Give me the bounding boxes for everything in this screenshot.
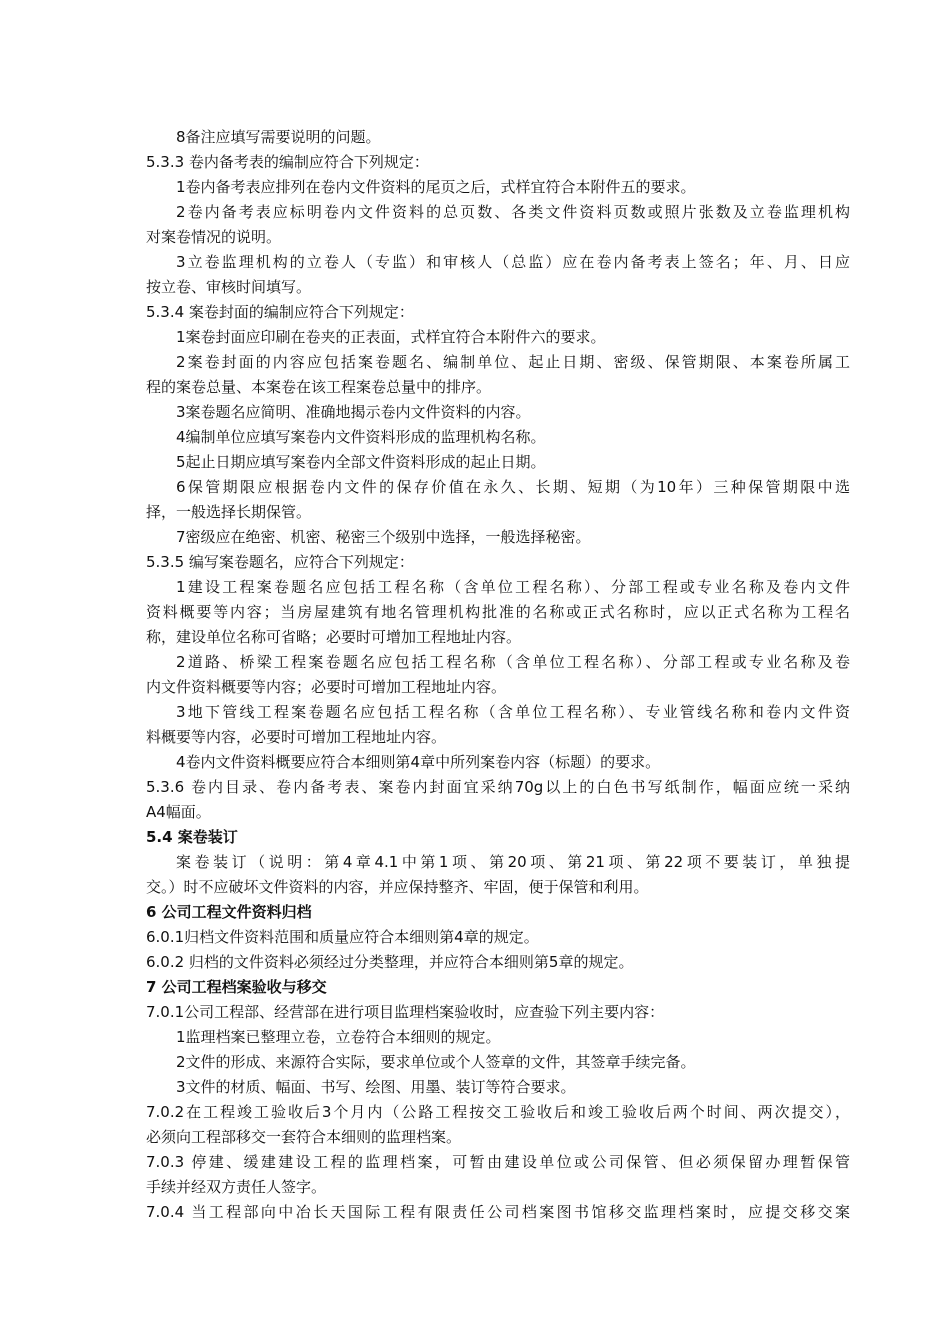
text-line: 对案卷情况的说明。 [146, 228, 282, 246]
section-heading-5-3-3: 5.3.3 卷内备考表的编制应符合下列规定： [146, 153, 429, 171]
text-line: 按立卷、审核时间填写。 [146, 278, 312, 296]
text-line: 料概要等内容，必要时可增加工程地址内容。 [146, 728, 447, 746]
text-line: 5起止日期应填写案卷内全部文件资料形成的起止日期。 [176, 453, 546, 471]
text-line: 手续并经双方责任人签字。 [146, 1178, 327, 1196]
text-line: 8备注应填写需要说明的问题。 [176, 128, 381, 146]
section-heading-5-3-4: 5.3.4 案卷封面的编制应符合下列规定： [146, 303, 414, 321]
section-heading-5-3-5: 5.3.5 编写案卷题名，应符合下列规定： [146, 553, 414, 571]
text-line: 2道路、桥梁工程案卷题名应包括工程名称（含单位工程名称）、分部工程或专业名称及卷 [176, 653, 850, 671]
text-line: 7.0.1公司工程部、经营部在进行项目监理档案验收时，应查验下列主要内容： [146, 1003, 665, 1021]
section-heading-5-4: 5.4 案卷装订 [146, 828, 238, 846]
text-line: 3案卷题名应简明、准确地揭示卷内文件资料的内容。 [176, 403, 531, 421]
text-line: 4卷内文件资料概要应符合本细则第4章中所列案卷内容（标题）的要求。 [176, 753, 661, 771]
text-line: 资料概要等内容；当房屋建筑有地名管理机构批准的名称或正式名称时，应以正式名称为工程名 [146, 603, 850, 621]
text-line: 3立卷监理机构的立卷人（专监）和审核人（总监）应在卷内备考表上签名；年、月、日应 [176, 253, 850, 271]
text-line: 7.0.2在工程竣工验收后3个月内（公路工程按交工验收后和竣工验收后两个时间、两次提交）， [146, 1103, 850, 1121]
text-line: A4幅面。 [146, 803, 211, 821]
text-line: 1卷内备考表应排列在卷内文件资料的尾页之后，式样宜符合本附件五的要求。 [176, 178, 696, 196]
text-line: 4编制单位应填写案卷内文件资料形成的监理机构名称。 [176, 428, 546, 446]
text-line: 2文件的形成、来源符合实际，要求单位或个人签章的文件，其签章手续完备。 [176, 1053, 696, 1071]
section-heading-5-3-6: 5.3.6 卷内目录、卷内备考表、案卷内封面宜采纳70g以上的白色书写纸制作，幅面应统一采纳 [146, 778, 850, 796]
text-line: 7.0.3 停建、缓建建设工程的监理档案，可暂由建设单位或公司保管、但必须保留办理暂保管 [146, 1153, 850, 1171]
text-line: 1建设工程案卷题名应包括工程名称（含单位工程名称）、分部工程或专业名称及卷内文件 [176, 578, 850, 596]
text-line: 必须向工程部移交一套符合本细则的监理档案。 [146, 1128, 462, 1146]
text-line: 程的案卷总量、本案卷在该工程案卷总量中的排序。 [146, 378, 492, 396]
text-line: 择，一般选择长期保管。 [146, 503, 312, 521]
text-line: 内文件资料概要等内容；必要时可增加工程地址内容。 [146, 678, 507, 696]
text-line: 3地下管线工程案卷题名应包括工程名称（含单位工程名称）、专业管线名称和卷内文件资 [176, 703, 850, 721]
text-line: 7密级应在绝密、机密、秘密三个级别中选择，一般选择秘密。 [176, 528, 591, 546]
text-line: 交。）时不应破坏文件资料的内容，并应保持整齐、牢固，便于保管和利用。 [146, 878, 649, 896]
text-line: 3文件的材质、幅面、书写、绘图、用墨、装订等符合要求。 [176, 1078, 576, 1096]
chapter-heading-6: 6 公司工程文件资料归档 [146, 903, 312, 921]
text-line: 6保管期限应根据卷内文件的保存价值在永久、长期、短期（为10年）三种保管期限中选 [176, 478, 850, 496]
text-line: 6.0.2 归档的文件资料必须经过分类整理，并应符合本细则第5章的规定。 [146, 953, 634, 971]
text-line: 2案卷封面的内容应包括案卷题名、编制单位、起止日期、密级、保管期限、本案卷所属工 [176, 353, 850, 371]
text-line: 1案卷封面应印刷在卷夹的正表面，式样宜符合本附件六的要求。 [176, 328, 606, 346]
text-line: 2卷内备考表应标明卷内文件资料的总页数、各类文件资料页数或照片张数及立卷监理机构 [176, 203, 850, 221]
text-line: 7.0.4 当工程部向中冶长天国际工程有限责任公司档案图书馆移交监理档案时，应提交移交案 [146, 1203, 850, 1221]
text-line: 6.0.1归档文件资料范围和质量应符合本细则第4章的规定。 [146, 928, 539, 946]
text-line: 1监理档案已整理立卷，立卷符合本细则的规定。 [176, 1028, 501, 1046]
text-line: 案卷装订（说明：第4章4.1中第1项、第20项、第21项、第22项不要装订，单独提 [176, 853, 850, 871]
text-line: 称，建设单位名称可省略；必要时可增加工程地址内容。 [146, 628, 522, 646]
chapter-heading-7: 7 公司工程档案验收与移交 [146, 978, 327, 996]
